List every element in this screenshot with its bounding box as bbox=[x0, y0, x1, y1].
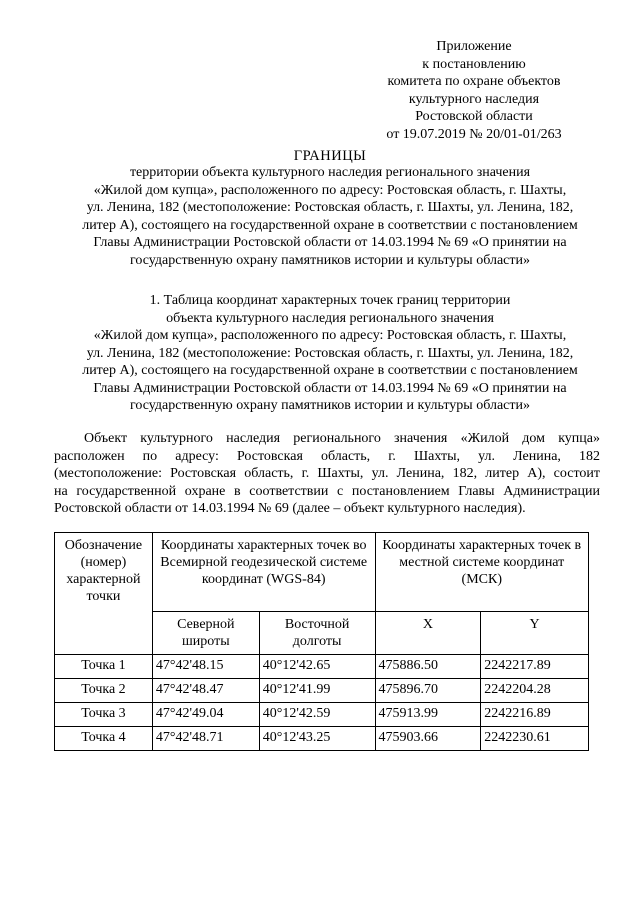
y-value: 2242216.89 bbox=[481, 703, 589, 727]
latitude-value: 47°42'48.47 bbox=[152, 679, 259, 703]
point-name: Точка 1 bbox=[55, 655, 153, 679]
table-row bbox=[55, 727, 589, 751]
header-y: Y bbox=[481, 612, 589, 655]
subtitle-line: литер А), состоящего на государственной охране в соответствии с постановлением bbox=[82, 217, 578, 233]
paragraph-line: на государственной охране в соответствии с постановлением Главы Администрации bbox=[54, 483, 600, 499]
header-point-designation: Обозначение (номер) характерной точки bbox=[55, 533, 153, 655]
x-value: 475886.50 bbox=[375, 655, 481, 679]
y-value: 2242230.61 bbox=[481, 727, 589, 751]
appendix-line: комитета по охране объектов bbox=[387, 74, 561, 89]
latitude-value: 47°42'48.15 bbox=[152, 655, 259, 679]
appendix-header bbox=[354, 38, 594, 143]
point-name: Точка 3 bbox=[55, 703, 153, 727]
paragraph-line: Ростовской области от 14.03.1994 № 69 (далее – объект культурного наследия). bbox=[54, 501, 526, 516]
point-name: Точка 4 bbox=[55, 727, 153, 751]
table-header-row bbox=[55, 533, 589, 612]
appendix-line: к постановлению bbox=[422, 56, 526, 72]
header-longitude: Восточной долготы bbox=[259, 612, 375, 655]
appendix-line: от 19.07.2019 № 20/01-01/263 bbox=[386, 126, 562, 142]
table-row bbox=[55, 703, 589, 727]
paragraph-line: (местоположение: Ростовская область, г. Шахты, ул. Ленина, 182, литер А), состоит bbox=[54, 466, 600, 481]
header-latitude: Северной широты bbox=[152, 612, 259, 655]
appendix-line: Ростовской области bbox=[415, 109, 533, 124]
y-value: 2242204.28 bbox=[481, 679, 589, 703]
subtitle-line: территории объекта культурного наследия регионального значения bbox=[129, 165, 531, 180]
section-line: «Жилой дом купца», расположенного по адресу: Ростовская область, г. Шахты, bbox=[93, 328, 567, 343]
appendix-line: культурного наследия bbox=[408, 91, 540, 107]
subtitle-line: Главы Администрации Ростовской области от 14.03.1994 № 69 «О принятии на bbox=[93, 235, 567, 250]
paragraph-line: Объект культурного наследия регионального значения «Жилой дом купца» bbox=[84, 431, 600, 446]
appendix-line: Приложение bbox=[436, 39, 512, 54]
y-value: 2242217.89 bbox=[481, 655, 589, 679]
section-line: объекта культурного наследия регионального значения bbox=[166, 310, 494, 326]
table-row bbox=[55, 655, 589, 679]
latitude-value: 47°42'49.04 bbox=[152, 703, 259, 727]
longitude-value: 40°12'43.25 bbox=[259, 727, 375, 751]
table-row bbox=[55, 679, 589, 703]
subtitle-line: «Жилой дом купца», расположенного по адресу: Ростовская область, г. Шахты, bbox=[93, 182, 567, 198]
longitude-value: 40°12'41.99 bbox=[259, 679, 375, 703]
body-paragraph bbox=[54, 430, 600, 518]
x-value: 475903.66 bbox=[375, 727, 481, 751]
section-line: 1. Таблица координат характерных точек границ территории bbox=[149, 293, 511, 308]
subtitle-line: государственную охрану памятников истории и культуры области» bbox=[130, 252, 530, 268]
header-wgs84: Координаты характерных точек во Всемирной геодезической системе координат (WGS-84) bbox=[152, 533, 375, 612]
longitude-value: 40°12'42.59 bbox=[259, 703, 375, 727]
header-x: X bbox=[375, 612, 481, 655]
section-heading bbox=[60, 292, 600, 415]
section-line: Главы Администрации Ростовской области от 14.03.1994 № 69 «О принятии на bbox=[93, 380, 567, 396]
paragraph-line: расположен по адресу: Ростовская область, г. Шахты, ул. Ленина, 182 bbox=[54, 448, 600, 464]
latitude-value: 47°42'48.71 bbox=[152, 727, 259, 751]
document-title: ГРАНИЦЫ bbox=[293, 148, 367, 164]
section-line: литер А), состоящего на государственной охране в соответствии с постановлением bbox=[82, 363, 578, 378]
section-line: государственную охрану памятников истории и культуры области» bbox=[130, 398, 530, 413]
coordinates-table bbox=[54, 532, 589, 751]
section-line: ул. Ленина, 182 (местоположение: Ростовская область, г. Шахты, ул. Ленина, 182, bbox=[86, 345, 574, 361]
document-subtitle bbox=[60, 164, 600, 269]
subtitle-line: ул. Ленина, 182 (местоположение: Ростовская область, г. Шахты, ул. Ленина, 182, bbox=[86, 200, 574, 215]
header-msk: Координаты характерных точек в местной системе координат (МСК) bbox=[375, 533, 588, 612]
point-name: Точка 2 bbox=[55, 679, 153, 703]
x-value: 475913.99 bbox=[375, 703, 481, 727]
x-value: 475896.70 bbox=[375, 679, 481, 703]
longitude-value: 40°12'42.65 bbox=[259, 655, 375, 679]
